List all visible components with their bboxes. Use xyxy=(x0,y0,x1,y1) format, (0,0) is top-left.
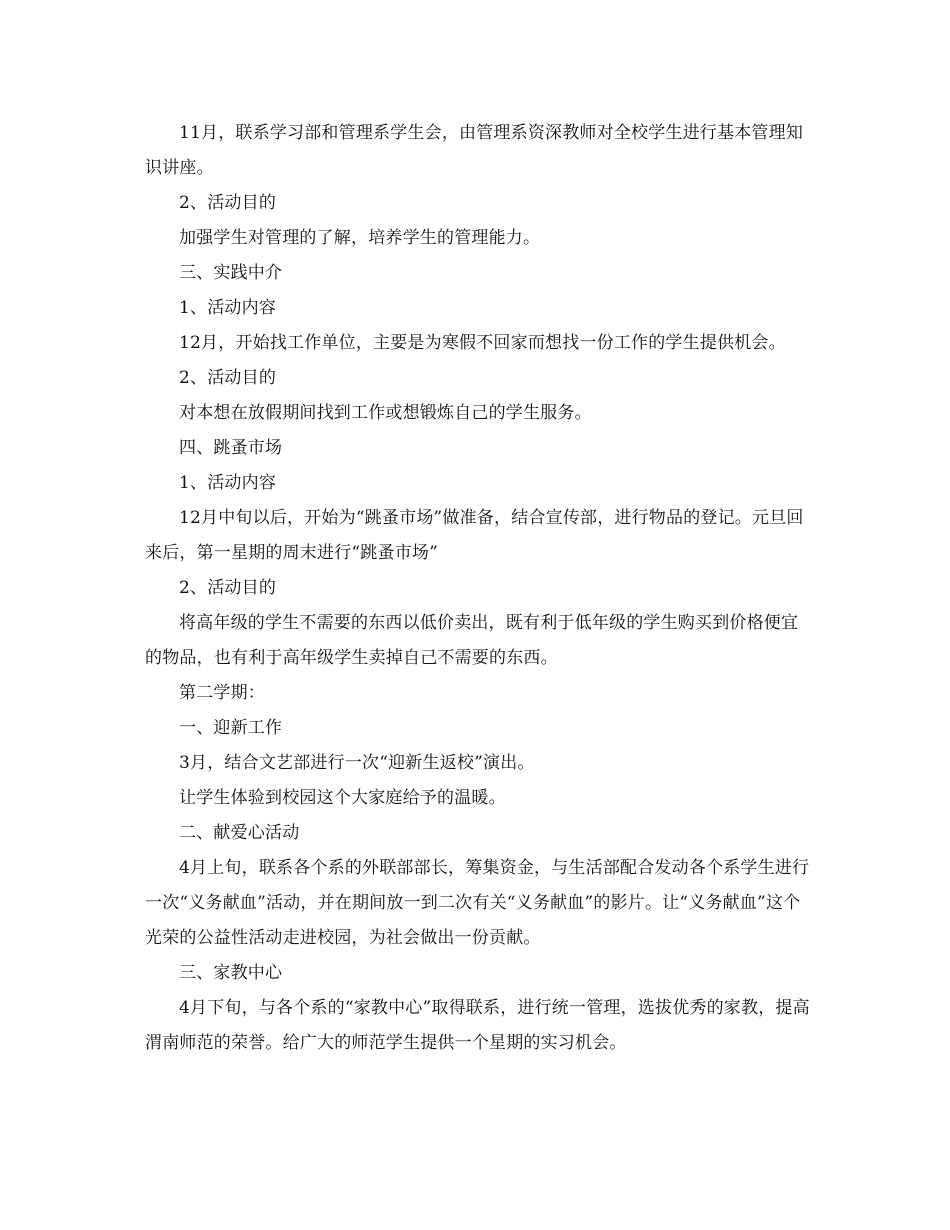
heading-activity-purpose: 2、活动目的 xyxy=(179,578,277,598)
paragraph-welcome-performance: 3月，结合文艺部进行一次“迎新生返校”演出。 xyxy=(179,753,535,773)
section-heading-tutoring-center: 三、家教中心 xyxy=(179,963,283,983)
section-heading-charity-activity: 二、献爱心活动 xyxy=(179,823,300,843)
section-heading-welcome-work: 一、迎新工作 xyxy=(179,718,283,738)
heading-second-semester: 第二学期： xyxy=(179,683,265,703)
paragraph-job-search-december: 12月，开始找工作单位，主要是为寒假不回家而想找一份工作的学生提供机会。 xyxy=(179,333,786,353)
section-heading-flea-market: 四、跳蚤市场 xyxy=(179,438,283,458)
heading-activity-content: 1、活动内容 xyxy=(179,298,277,318)
heading-activity-content: 1、活动内容 xyxy=(179,473,277,493)
heading-activity-purpose: 2、活动目的 xyxy=(179,368,277,388)
paragraph-tutoring-center: 4月下旬，与各个系的“家教中心”取得联系，进行统一管理，选拔优秀的家教，提高渭南师范的荣誉。给广大的师范学生提供一个星期的实习机会。 xyxy=(145,998,810,1053)
paragraph-campus-warmth: 让学生体验到校园这个大家庭给予的温暖。 xyxy=(179,788,506,808)
paragraph-flea-market-purpose: 将高年级的学生不需要的东西以低价卖出，既有利于低年级的学生购买到价格便宜的物品，也有利于高年级学生卖掉自己不需要的东西。 xyxy=(145,613,799,668)
section-heading-practice-agency: 三、实践中介 xyxy=(179,263,283,283)
paragraph-flea-market-prep: 12月中旬以后，开始为“跳蚤市场”做准备，结合宣传部，进行物品的登记。元旦回来后，第一星期的周末进行“跳蚤市场” xyxy=(145,508,804,563)
paragraph-job-purpose: 对本想在放假期间找到工作或想锻炼自己的学生服务。 xyxy=(179,403,592,423)
heading-activity-purpose: 2、活动目的 xyxy=(179,193,277,213)
paragraph-lecture-november: 11月，联系学习部和管理系学生会，由管理系资深教师对全校学生进行基本管理知识讲座。 xyxy=(145,123,804,178)
paragraph-blood-donation: 4月上旬，联系各个系的外联部部长，筹集资金，与生活部配合发动各个系学生进行一次“义务献血”活动，并在期间放一到二次有关“义务献血”的影片。让“义务献血”这个光荣的公益性活动走进校园，为社会做出一份贡献。 xyxy=(145,858,810,948)
paragraph-management-purpose: 加强学生对管理的了解，培养学生的管理能力。 xyxy=(179,228,541,248)
document-body xyxy=(145,116,815,1061)
